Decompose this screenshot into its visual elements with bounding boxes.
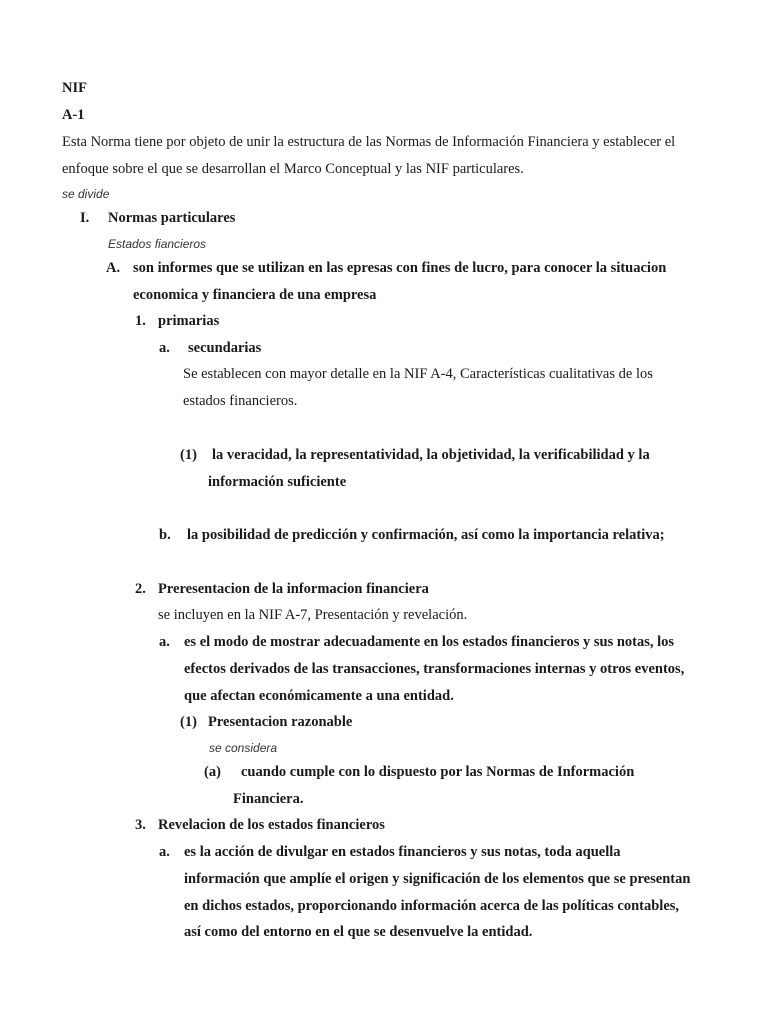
heading-secundarias: secundarias bbox=[188, 340, 262, 356]
item-A-line-1: son informes que se utilizan en las epresas con fines de lucro, para conocer la situacion bbox=[133, 260, 667, 276]
heading-presentacion: Preresentacion de la informacion financiera bbox=[158, 581, 429, 597]
item-a3-line-3: en dichos estados, proporcionando información acerca de las políticas contables, bbox=[184, 898, 680, 914]
note-se-considera: se considera bbox=[209, 741, 278, 755]
item-a2-line-1: es el modo de mostrar adecuadamente en los estados financieros y sus notas, los bbox=[184, 634, 675, 650]
list-marker-b: b. bbox=[159, 527, 171, 543]
item-a3-line-4: así como del entorno en el que se desenvuelve la entidad. bbox=[184, 924, 533, 940]
list-marker-3: 3. bbox=[135, 817, 146, 833]
heading-presentacion-razonable: Presentacion razonable bbox=[208, 714, 353, 730]
heading-revelacion: Revelacion de los estados financieros bbox=[158, 817, 385, 833]
intro-line-1: Esta Norma tiene por objeto de unir la estructura de las Normas de Información Financiera y establecer el bbox=[62, 134, 676, 150]
paragraph-nif-a4-line-2: estados financieros. bbox=[183, 393, 298, 409]
heading-normas-particulares: Normas particulares bbox=[108, 210, 236, 226]
intro-line-2: enfoque sobre el que se desarrollan el Marco Conceptual y las NIF particulares. bbox=[62, 161, 524, 177]
item-a-paren-line-1: cuando cumple con lo dispuesto por las Normas de Información bbox=[241, 764, 635, 780]
list-marker-paren-a: (a) bbox=[204, 764, 221, 780]
list-marker-A: A. bbox=[106, 260, 121, 276]
heading-primarias: primarias bbox=[158, 313, 220, 329]
item-a2-line-2: efectos derivados de las transacciones, transformaciones internas y otros eventos, bbox=[184, 661, 685, 677]
item-a3-line-2: información que amplíe el origen y significación de los elementos que se presentan bbox=[184, 871, 691, 887]
list-marker-paren-1: (1) bbox=[180, 447, 197, 463]
item-b-text: la posibilidad de predicción y confirmación, así como la importancia relativa; bbox=[187, 527, 665, 543]
list-marker-a-2: a. bbox=[159, 634, 170, 650]
note-nif-a7: se incluyen en la NIF A-7, Presentación y revelación. bbox=[158, 607, 468, 623]
item-1-line-2: información suficiente bbox=[208, 474, 347, 490]
item-a2-line-3: que afectan económicamente a una entidad. bbox=[184, 688, 454, 704]
list-marker-paren-1b: (1) bbox=[180, 714, 197, 730]
item-A-line-2: economica y financiera de una empresa bbox=[133, 287, 377, 303]
list-marker-2: 2. bbox=[135, 581, 146, 597]
paragraph-nif-a4-line-1: Se establecen con mayor detalle en la NIF A-4, Características cualitativas de los bbox=[183, 366, 653, 382]
doc-title-nif: NIF bbox=[62, 80, 87, 96]
doc-title-a1: A-1 bbox=[62, 107, 85, 123]
list-marker-I: I. bbox=[80, 210, 90, 226]
list-marker-a-1: a. bbox=[159, 340, 170, 356]
item-a3-line-1: es la acción de divulgar en estados financieros y sus notas, toda aquella bbox=[184, 844, 621, 860]
list-marker-1: 1. bbox=[135, 313, 146, 329]
note-se-divide: se divide bbox=[62, 187, 110, 201]
list-marker-a-3: a. bbox=[159, 844, 170, 860]
note-estados-financieros: Estados fiancieros bbox=[108, 237, 207, 251]
item-1-line-1: la veracidad, la representatividad, la objetividad, la verificabilidad y la bbox=[212, 447, 650, 463]
item-a-paren-line-2: Financiera. bbox=[233, 791, 304, 807]
